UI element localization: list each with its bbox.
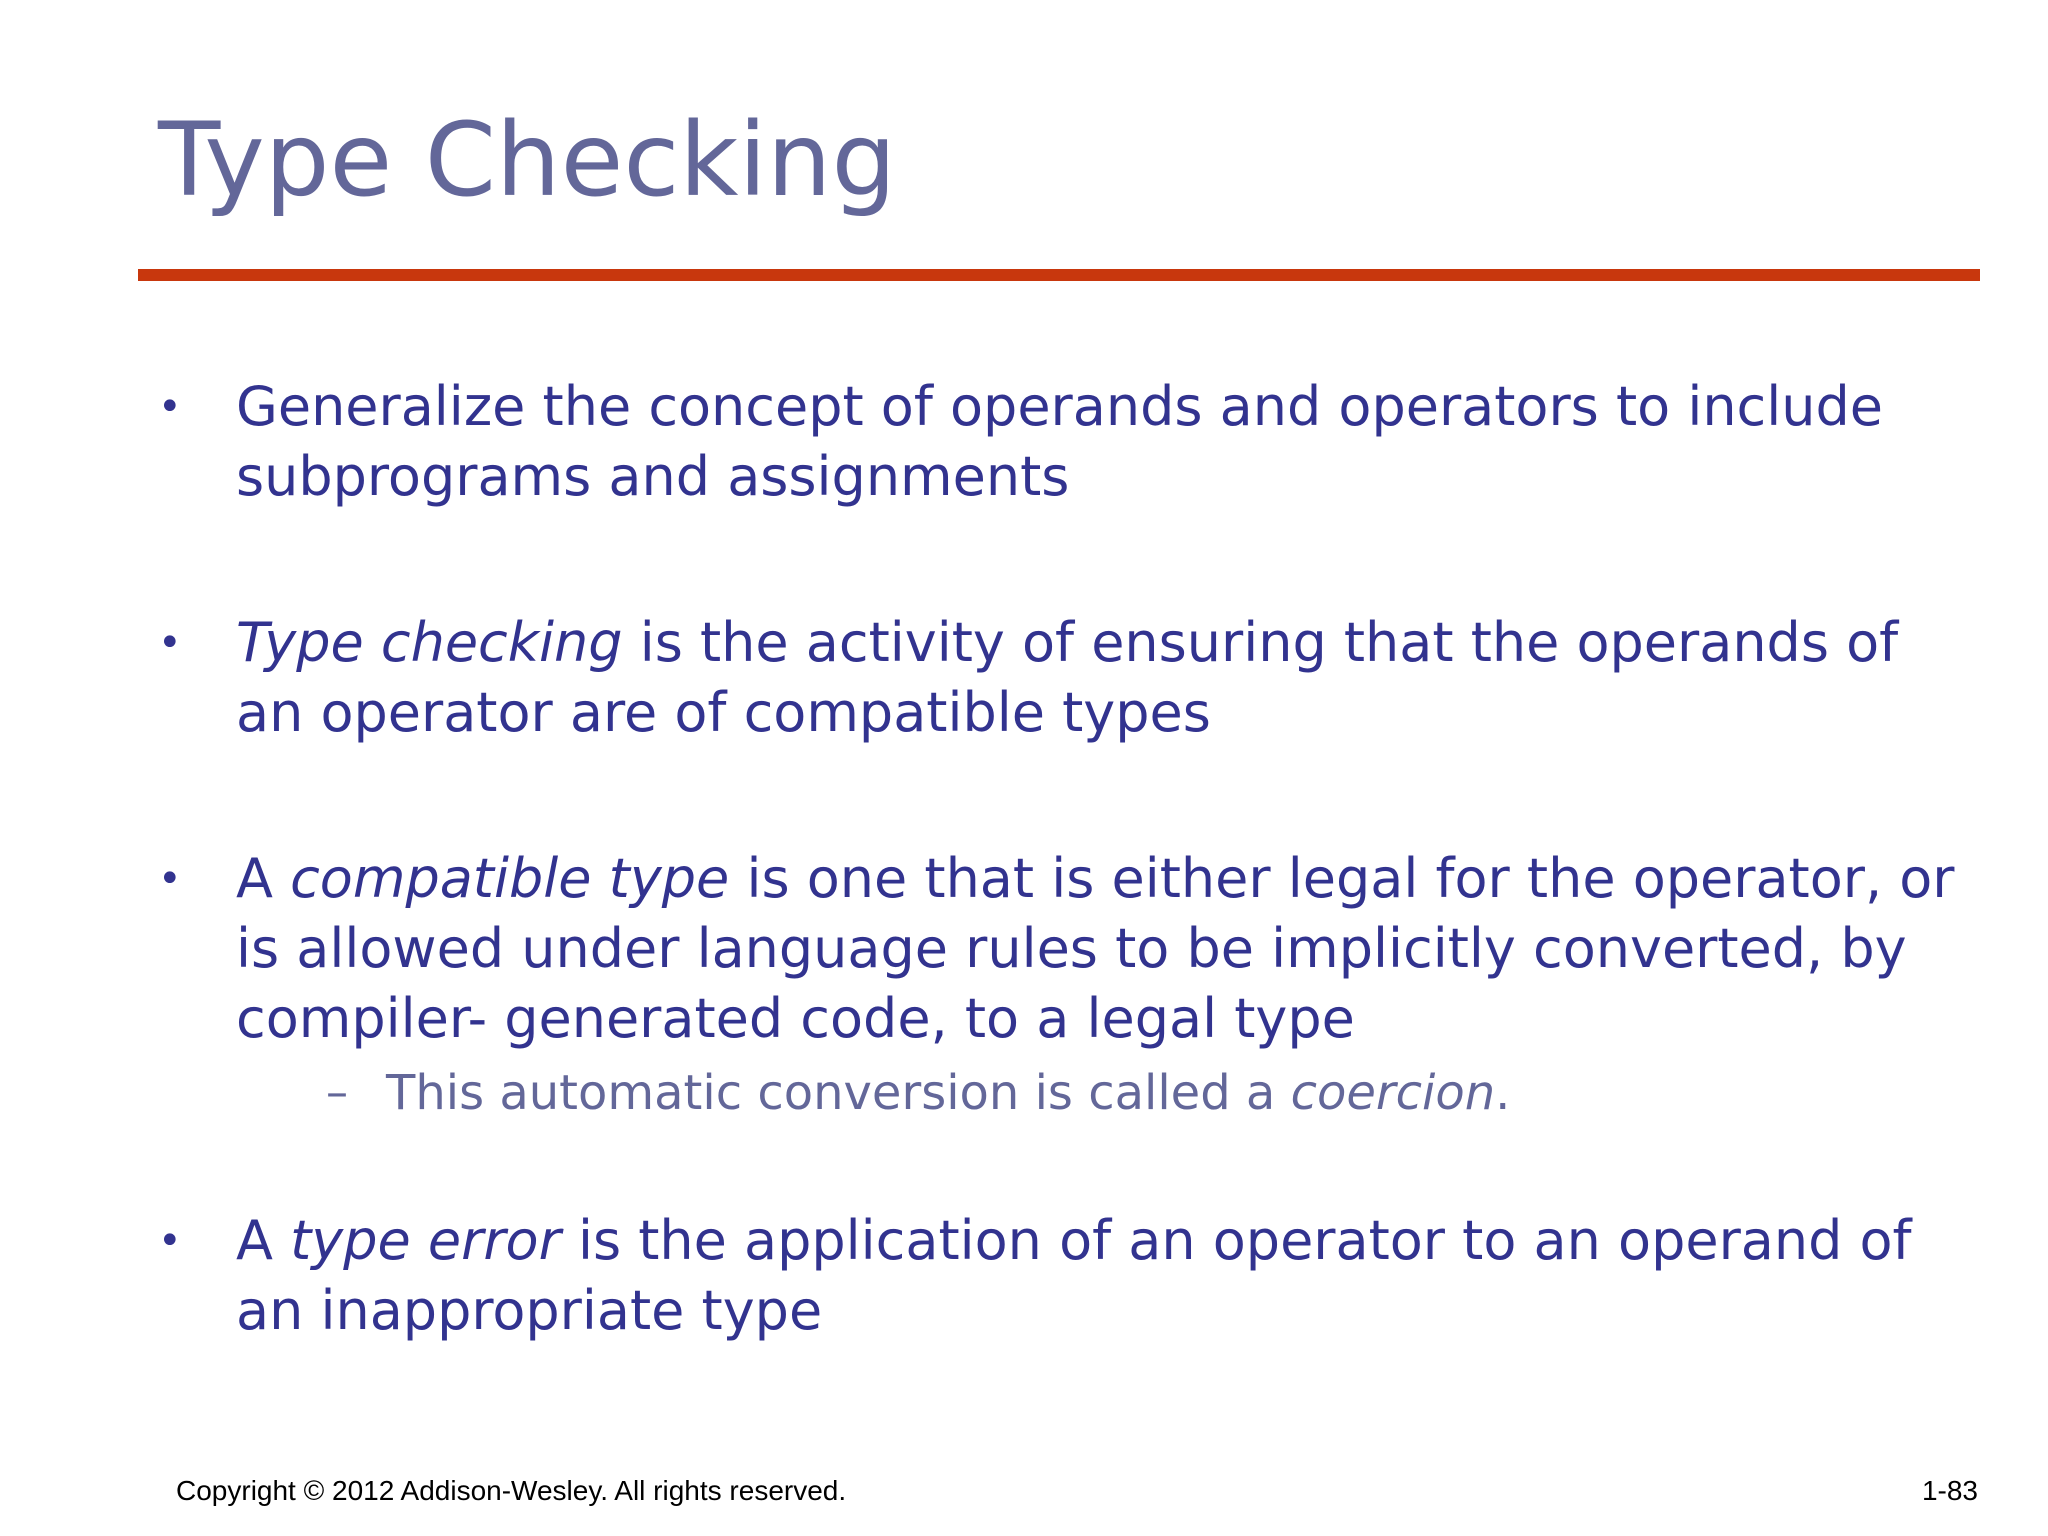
- bullet-item: [158, 608, 1958, 748]
- bullet-text: Generalize the concept of operands and operators to include subprograms and assignments: [236, 375, 1883, 508]
- bullet-text: is the application of an operator to an operand of an inappropriate type: [236, 1209, 1912, 1342]
- page-number: 1-83: [1921, 1475, 1978, 1506]
- slide-title: Type Checking: [158, 101, 897, 220]
- term-coercion: coercion: [1290, 1065, 1496, 1121]
- bullet-text-prefix: A: [236, 1209, 291, 1272]
- bullet-text: is the activity of ensuring that the operands of an operator are of compatible types: [236, 611, 1899, 744]
- sub-bullet-period: .: [1495, 1065, 1511, 1121]
- title-divider: [138, 269, 1980, 281]
- bullet-item: [158, 844, 1958, 1054]
- term-type-error: type error: [290, 1209, 561, 1272]
- bullet-marker: •: [158, 856, 182, 902]
- slide-body: [158, 372, 1958, 1346]
- sub-bullet-text: This automatic conversion is called a: [386, 1065, 1291, 1121]
- term-compatible-type: compatible type: [290, 847, 730, 910]
- dash-marker: –: [326, 1067, 348, 1118]
- bullet-item: [158, 1206, 1958, 1346]
- bullet-text: is one that is either legal for the operator, or is allowed under language rules to be implicitly converted, by compiler- generated code, to a legal type: [236, 847, 1955, 1050]
- bullet-marker: •: [158, 1218, 182, 1264]
- sub-bullet-item: [326, 1062, 1958, 1124]
- term-type-checking: Type checking: [236, 611, 623, 674]
- bullet-marker: •: [158, 384, 182, 430]
- bullet-marker: •: [158, 620, 182, 666]
- bullet-text-prefix: A: [236, 847, 291, 910]
- copyright-footer: Copyright © 2012 Addison-Wesley. All rights reserved.: [176, 1475, 847, 1506]
- bullet-item: [158, 372, 1958, 512]
